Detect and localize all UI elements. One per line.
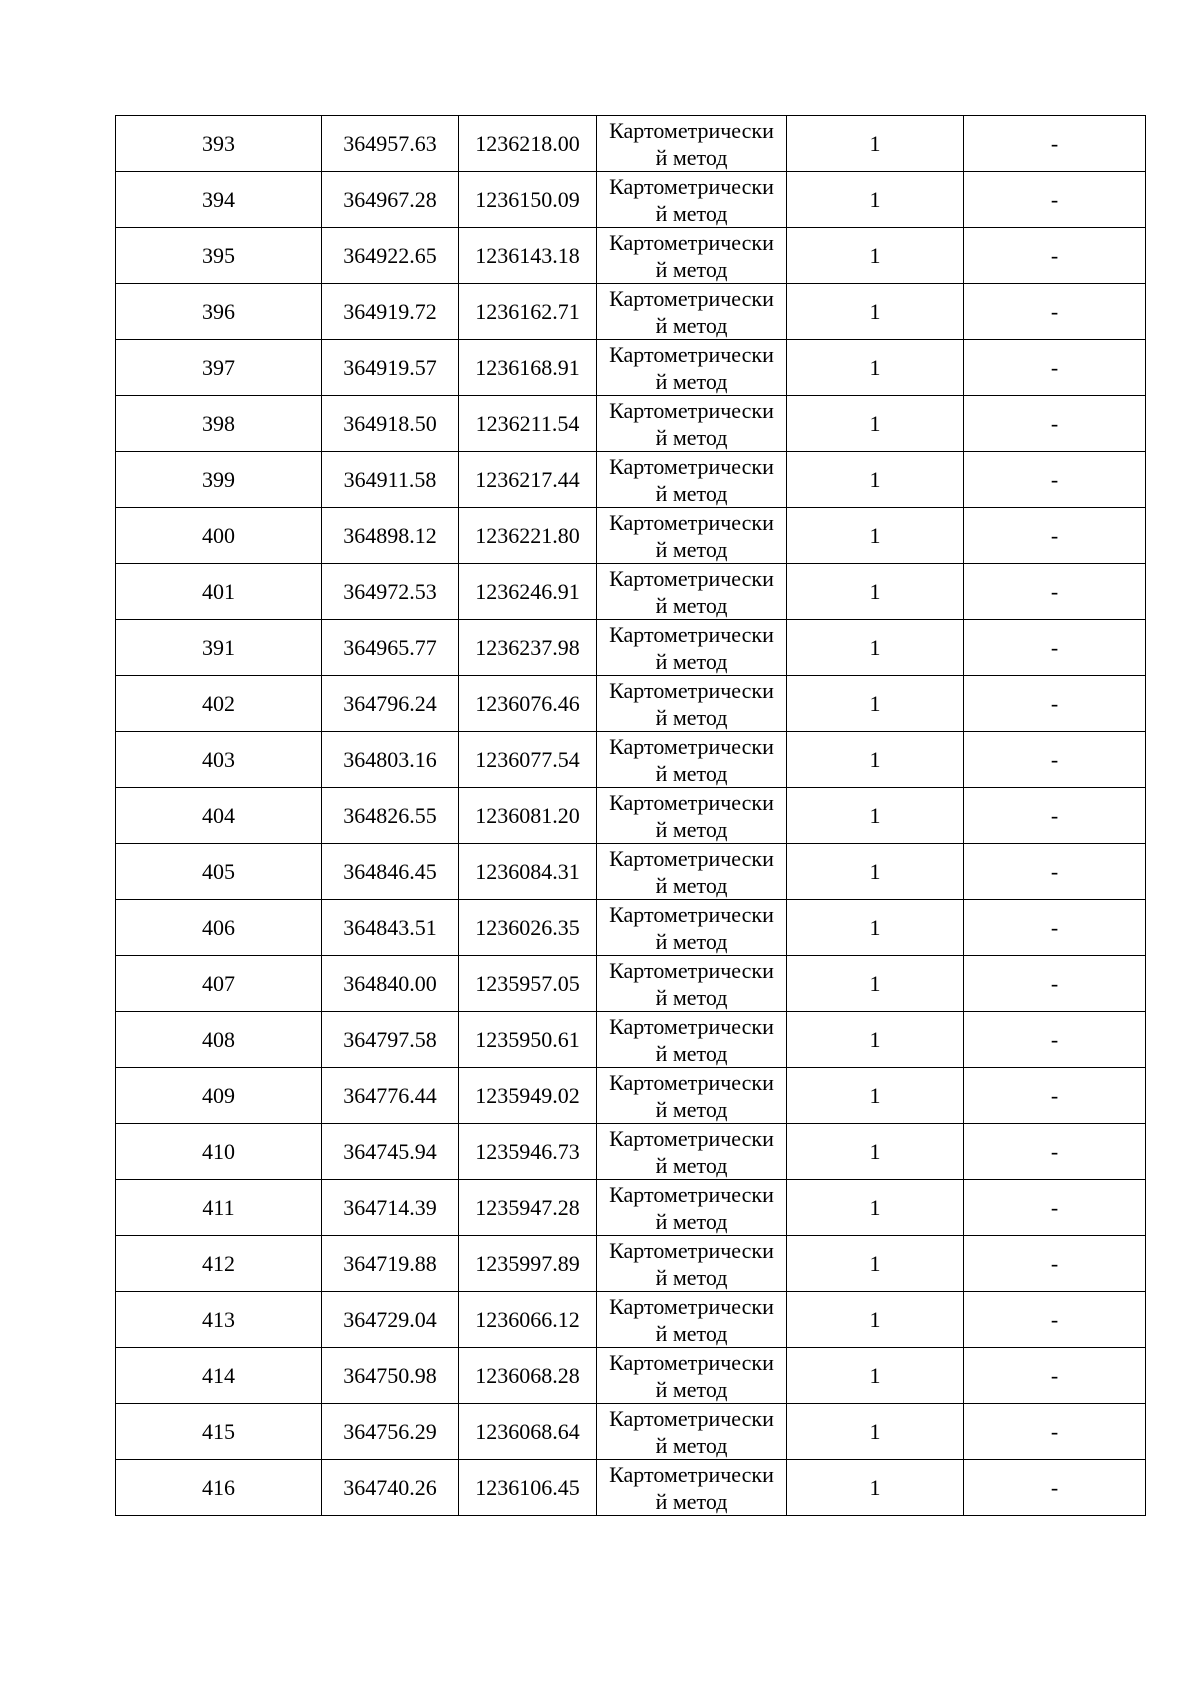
accuracy-cell: 1 bbox=[787, 1180, 964, 1236]
method-text-line-1: Картометрически bbox=[609, 1069, 774, 1095]
point-number-cell: 416 bbox=[116, 1460, 322, 1516]
note-cell: - bbox=[964, 452, 1146, 508]
point-number-cell: 391 bbox=[116, 620, 322, 676]
method-cell bbox=[597, 172, 787, 228]
table-row bbox=[116, 732, 1146, 788]
y-coordinate-cell: 1236211.54 bbox=[459, 396, 597, 452]
table-row bbox=[116, 900, 1146, 956]
method-text-line-2: й метод bbox=[655, 592, 728, 618]
note-cell: - bbox=[964, 116, 1146, 172]
method-text-line-2: й метод bbox=[655, 1208, 728, 1234]
note-cell: - bbox=[964, 172, 1146, 228]
point-number-cell: 393 bbox=[116, 116, 322, 172]
note-cell: - bbox=[964, 228, 1146, 284]
note-cell: - bbox=[964, 844, 1146, 900]
table-row bbox=[116, 1236, 1146, 1292]
point-number-cell: 409 bbox=[116, 1068, 322, 1124]
method-cell bbox=[597, 508, 787, 564]
y-coordinate-cell: 1235957.05 bbox=[459, 956, 597, 1012]
table-row bbox=[116, 1180, 1146, 1236]
accuracy-cell: 1 bbox=[787, 1236, 964, 1292]
point-number-cell: 396 bbox=[116, 284, 322, 340]
table-row bbox=[116, 116, 1146, 172]
x-coordinate-cell: 364756.29 bbox=[322, 1404, 459, 1460]
accuracy-cell: 1 bbox=[787, 340, 964, 396]
note-cell: - bbox=[964, 340, 1146, 396]
point-number-cell: 402 bbox=[116, 676, 322, 732]
table-row bbox=[116, 228, 1146, 284]
point-number-cell: 412 bbox=[116, 1236, 322, 1292]
accuracy-cell: 1 bbox=[787, 676, 964, 732]
y-coordinate-cell: 1236068.28 bbox=[459, 1348, 597, 1404]
table-row bbox=[116, 564, 1146, 620]
note-cell: - bbox=[964, 900, 1146, 956]
method-cell bbox=[597, 1124, 787, 1180]
method-cell bbox=[597, 340, 787, 396]
method-text-line-2: й метод bbox=[655, 760, 728, 786]
table-row bbox=[116, 1068, 1146, 1124]
table-row bbox=[116, 1292, 1146, 1348]
accuracy-cell: 1 bbox=[787, 1348, 964, 1404]
accuracy-cell: 1 bbox=[787, 1404, 964, 1460]
method-text-line-1: Картометрически bbox=[609, 1237, 774, 1263]
note-cell: - bbox=[964, 676, 1146, 732]
table-row bbox=[116, 1404, 1146, 1460]
method-cell bbox=[597, 900, 787, 956]
method-text-line-1: Картометрически bbox=[609, 509, 774, 535]
accuracy-cell: 1 bbox=[787, 172, 964, 228]
coordinates-table bbox=[115, 115, 1146, 1516]
method-text-line-1: Картометрически bbox=[609, 1405, 774, 1431]
x-coordinate-cell: 364719.88 bbox=[322, 1236, 459, 1292]
accuracy-cell: 1 bbox=[787, 452, 964, 508]
method-cell bbox=[597, 396, 787, 452]
method-text-line-2: й метод bbox=[655, 816, 728, 842]
accuracy-cell: 1 bbox=[787, 508, 964, 564]
y-coordinate-cell: 1236162.71 bbox=[459, 284, 597, 340]
note-cell: - bbox=[964, 1180, 1146, 1236]
x-coordinate-cell: 364918.50 bbox=[322, 396, 459, 452]
method-text-line-2: й метод bbox=[655, 256, 728, 282]
point-number-cell: 399 bbox=[116, 452, 322, 508]
x-coordinate-cell: 364826.55 bbox=[322, 788, 459, 844]
note-cell: - bbox=[964, 956, 1146, 1012]
y-coordinate-cell: 1236237.98 bbox=[459, 620, 597, 676]
point-number-cell: 406 bbox=[116, 900, 322, 956]
point-number-cell: 394 bbox=[116, 172, 322, 228]
note-cell: - bbox=[964, 1348, 1146, 1404]
table-row bbox=[116, 1348, 1146, 1404]
method-text-line-2: й метод bbox=[655, 144, 728, 170]
y-coordinate-cell: 1236221.80 bbox=[459, 508, 597, 564]
x-coordinate-cell: 364796.24 bbox=[322, 676, 459, 732]
table-row bbox=[116, 172, 1146, 228]
point-number-cell: 398 bbox=[116, 396, 322, 452]
y-coordinate-cell: 1236168.91 bbox=[459, 340, 597, 396]
accuracy-cell: 1 bbox=[787, 1292, 964, 1348]
point-number-cell: 395 bbox=[116, 228, 322, 284]
point-number-cell: 415 bbox=[116, 1404, 322, 1460]
method-text-line-1: Картометрически bbox=[609, 1181, 774, 1207]
table-row bbox=[116, 1012, 1146, 1068]
note-cell: - bbox=[964, 1236, 1146, 1292]
method-cell bbox=[597, 228, 787, 284]
x-coordinate-cell: 364740.26 bbox=[322, 1460, 459, 1516]
method-cell bbox=[597, 1012, 787, 1068]
method-cell bbox=[597, 1348, 787, 1404]
method-cell bbox=[597, 844, 787, 900]
method-text-line-1: Картометрически bbox=[609, 397, 774, 423]
x-coordinate-cell: 364745.94 bbox=[322, 1124, 459, 1180]
method-cell bbox=[597, 1180, 787, 1236]
method-text-line-2: й метод bbox=[655, 424, 728, 450]
accuracy-cell: 1 bbox=[787, 564, 964, 620]
method-text-line-2: й метод bbox=[655, 1096, 728, 1122]
method-cell bbox=[597, 284, 787, 340]
note-cell: - bbox=[964, 1012, 1146, 1068]
accuracy-cell: 1 bbox=[787, 900, 964, 956]
method-cell bbox=[597, 564, 787, 620]
table-row bbox=[116, 956, 1146, 1012]
method-text-line-2: й метод bbox=[655, 1320, 728, 1346]
y-coordinate-cell: 1236068.64 bbox=[459, 1404, 597, 1460]
method-text-line-1: Картометрически bbox=[609, 453, 774, 479]
method-text-line-2: й метод bbox=[655, 480, 728, 506]
method-text-line-2: й метод bbox=[655, 984, 728, 1010]
point-number-cell: 414 bbox=[116, 1348, 322, 1404]
method-text-line-1: Картометрически bbox=[609, 1125, 774, 1151]
y-coordinate-cell: 1236081.20 bbox=[459, 788, 597, 844]
note-cell: - bbox=[964, 1404, 1146, 1460]
y-coordinate-cell: 1236076.46 bbox=[459, 676, 597, 732]
method-text-line-1: Картометрически bbox=[609, 789, 774, 815]
note-cell: - bbox=[964, 564, 1146, 620]
method-cell bbox=[597, 116, 787, 172]
x-coordinate-cell: 364919.57 bbox=[322, 340, 459, 396]
table-row bbox=[116, 396, 1146, 452]
coordinates-table-body bbox=[116, 116, 1146, 1516]
point-number-cell: 404 bbox=[116, 788, 322, 844]
method-text-line-1: Картометрически bbox=[609, 621, 774, 647]
x-coordinate-cell: 364843.51 bbox=[322, 900, 459, 956]
point-number-cell: 397 bbox=[116, 340, 322, 396]
method-text-line-2: й метод bbox=[655, 648, 728, 674]
x-coordinate-cell: 364972.53 bbox=[322, 564, 459, 620]
method-cell bbox=[597, 452, 787, 508]
note-cell: - bbox=[964, 1292, 1146, 1348]
x-coordinate-cell: 364803.16 bbox=[322, 732, 459, 788]
method-cell bbox=[597, 1292, 787, 1348]
accuracy-cell: 1 bbox=[787, 1460, 964, 1516]
x-coordinate-cell: 364750.98 bbox=[322, 1348, 459, 1404]
accuracy-cell: 1 bbox=[787, 620, 964, 676]
y-coordinate-cell: 1235946.73 bbox=[459, 1124, 597, 1180]
method-text-line-1: Картометрически bbox=[609, 173, 774, 199]
method-text-line-2: й метод bbox=[655, 1376, 728, 1402]
method-cell bbox=[597, 620, 787, 676]
point-number-cell: 410 bbox=[116, 1124, 322, 1180]
y-coordinate-cell: 1236077.54 bbox=[459, 732, 597, 788]
method-text-line-1: Картометрически bbox=[609, 229, 774, 255]
y-coordinate-cell: 1236246.91 bbox=[459, 564, 597, 620]
point-number-cell: 401 bbox=[116, 564, 322, 620]
point-number-cell: 413 bbox=[116, 1292, 322, 1348]
method-text-line-1: Картометрически bbox=[609, 957, 774, 983]
y-coordinate-cell: 1235949.02 bbox=[459, 1068, 597, 1124]
accuracy-cell: 1 bbox=[787, 228, 964, 284]
note-cell: - bbox=[964, 788, 1146, 844]
table-row bbox=[116, 1124, 1146, 1180]
method-text-line-1: Картометрически bbox=[609, 845, 774, 871]
accuracy-cell: 1 bbox=[787, 956, 964, 1012]
method-text-line-1: Картометрически bbox=[609, 677, 774, 703]
method-text-line-2: й метод bbox=[655, 1152, 728, 1178]
point-number-cell: 405 bbox=[116, 844, 322, 900]
method-text-line-2: й метод bbox=[655, 704, 728, 730]
note-cell: - bbox=[964, 508, 1146, 564]
x-coordinate-cell: 364965.77 bbox=[322, 620, 459, 676]
accuracy-cell: 1 bbox=[787, 1068, 964, 1124]
note-cell: - bbox=[964, 1460, 1146, 1516]
note-cell: - bbox=[964, 732, 1146, 788]
x-coordinate-cell: 364919.72 bbox=[322, 284, 459, 340]
method-text-line-1: Картометрически bbox=[609, 285, 774, 311]
y-coordinate-cell: 1236218.00 bbox=[459, 116, 597, 172]
accuracy-cell: 1 bbox=[787, 788, 964, 844]
method-text-line-2: й метод bbox=[655, 200, 728, 226]
x-coordinate-cell: 364911.58 bbox=[322, 452, 459, 508]
point-number-cell: 411 bbox=[116, 1180, 322, 1236]
table-row bbox=[116, 340, 1146, 396]
table-row bbox=[116, 788, 1146, 844]
accuracy-cell: 1 bbox=[787, 1012, 964, 1068]
y-coordinate-cell: 1236143.18 bbox=[459, 228, 597, 284]
y-coordinate-cell: 1236106.45 bbox=[459, 1460, 597, 1516]
table-row bbox=[116, 620, 1146, 676]
method-text-line-2: й метод bbox=[655, 928, 728, 954]
accuracy-cell: 1 bbox=[787, 1124, 964, 1180]
x-coordinate-cell: 364729.04 bbox=[322, 1292, 459, 1348]
method-text-line-1: Картометрически bbox=[609, 901, 774, 927]
method-cell bbox=[597, 956, 787, 1012]
table-row bbox=[116, 844, 1146, 900]
note-cell: - bbox=[964, 396, 1146, 452]
y-coordinate-cell: 1236066.12 bbox=[459, 1292, 597, 1348]
table-row bbox=[116, 1460, 1146, 1516]
x-coordinate-cell: 364797.58 bbox=[322, 1012, 459, 1068]
accuracy-cell: 1 bbox=[787, 116, 964, 172]
method-cell bbox=[597, 1404, 787, 1460]
method-text-line-1: Картометрически bbox=[609, 1461, 774, 1487]
point-number-cell: 407 bbox=[116, 956, 322, 1012]
method-text-line-2: й метод bbox=[655, 368, 728, 394]
point-number-cell: 400 bbox=[116, 508, 322, 564]
note-cell: - bbox=[964, 620, 1146, 676]
table-row bbox=[116, 452, 1146, 508]
y-coordinate-cell: 1235997.89 bbox=[459, 1236, 597, 1292]
accuracy-cell: 1 bbox=[787, 396, 964, 452]
method-cell bbox=[597, 1460, 787, 1516]
method-cell bbox=[597, 1068, 787, 1124]
method-text-line-2: й метод bbox=[655, 1264, 728, 1290]
x-coordinate-cell: 364922.65 bbox=[322, 228, 459, 284]
method-text-line-2: й метод bbox=[655, 536, 728, 562]
table-row bbox=[116, 284, 1146, 340]
note-cell: - bbox=[964, 1124, 1146, 1180]
point-number-cell: 403 bbox=[116, 732, 322, 788]
y-coordinate-cell: 1236084.31 bbox=[459, 844, 597, 900]
method-text-line-1: Картометрически bbox=[609, 565, 774, 591]
method-text-line-2: й метод bbox=[655, 1488, 728, 1514]
x-coordinate-cell: 364898.12 bbox=[322, 508, 459, 564]
method-text-line-1: Картометрически bbox=[609, 1349, 774, 1375]
method-text-line-1: Картометрически bbox=[609, 117, 774, 143]
note-cell: - bbox=[964, 1068, 1146, 1124]
method-text-line-1: Картометрически bbox=[609, 1013, 774, 1039]
x-coordinate-cell: 364846.45 bbox=[322, 844, 459, 900]
y-coordinate-cell: 1236150.09 bbox=[459, 172, 597, 228]
accuracy-cell: 1 bbox=[787, 844, 964, 900]
x-coordinate-cell: 364776.44 bbox=[322, 1068, 459, 1124]
method-text-line-2: й метод bbox=[655, 312, 728, 338]
y-coordinate-cell: 1236026.35 bbox=[459, 900, 597, 956]
accuracy-cell: 1 bbox=[787, 732, 964, 788]
method-text-line-2: й метод bbox=[655, 872, 728, 898]
y-coordinate-cell: 1235950.61 bbox=[459, 1012, 597, 1068]
accuracy-cell: 1 bbox=[787, 284, 964, 340]
x-coordinate-cell: 364967.28 bbox=[322, 172, 459, 228]
method-cell bbox=[597, 676, 787, 732]
method-cell bbox=[597, 1236, 787, 1292]
table-row bbox=[116, 676, 1146, 732]
x-coordinate-cell: 364957.63 bbox=[322, 116, 459, 172]
note-cell: - bbox=[964, 284, 1146, 340]
method-cell bbox=[597, 732, 787, 788]
point-number-cell: 408 bbox=[116, 1012, 322, 1068]
method-text-line-2: й метод bbox=[655, 1040, 728, 1066]
method-text-line-1: Картометрически bbox=[609, 341, 774, 367]
method-text-line-1: Картометрически bbox=[609, 733, 774, 759]
x-coordinate-cell: 364714.39 bbox=[322, 1180, 459, 1236]
x-coordinate-cell: 364840.00 bbox=[322, 956, 459, 1012]
method-text-line-2: й метод bbox=[655, 1432, 728, 1458]
method-text-line-1: Картометрически bbox=[609, 1293, 774, 1319]
y-coordinate-cell: 1236217.44 bbox=[459, 452, 597, 508]
y-coordinate-cell: 1235947.28 bbox=[459, 1180, 597, 1236]
method-cell bbox=[597, 788, 787, 844]
table-row bbox=[116, 508, 1146, 564]
